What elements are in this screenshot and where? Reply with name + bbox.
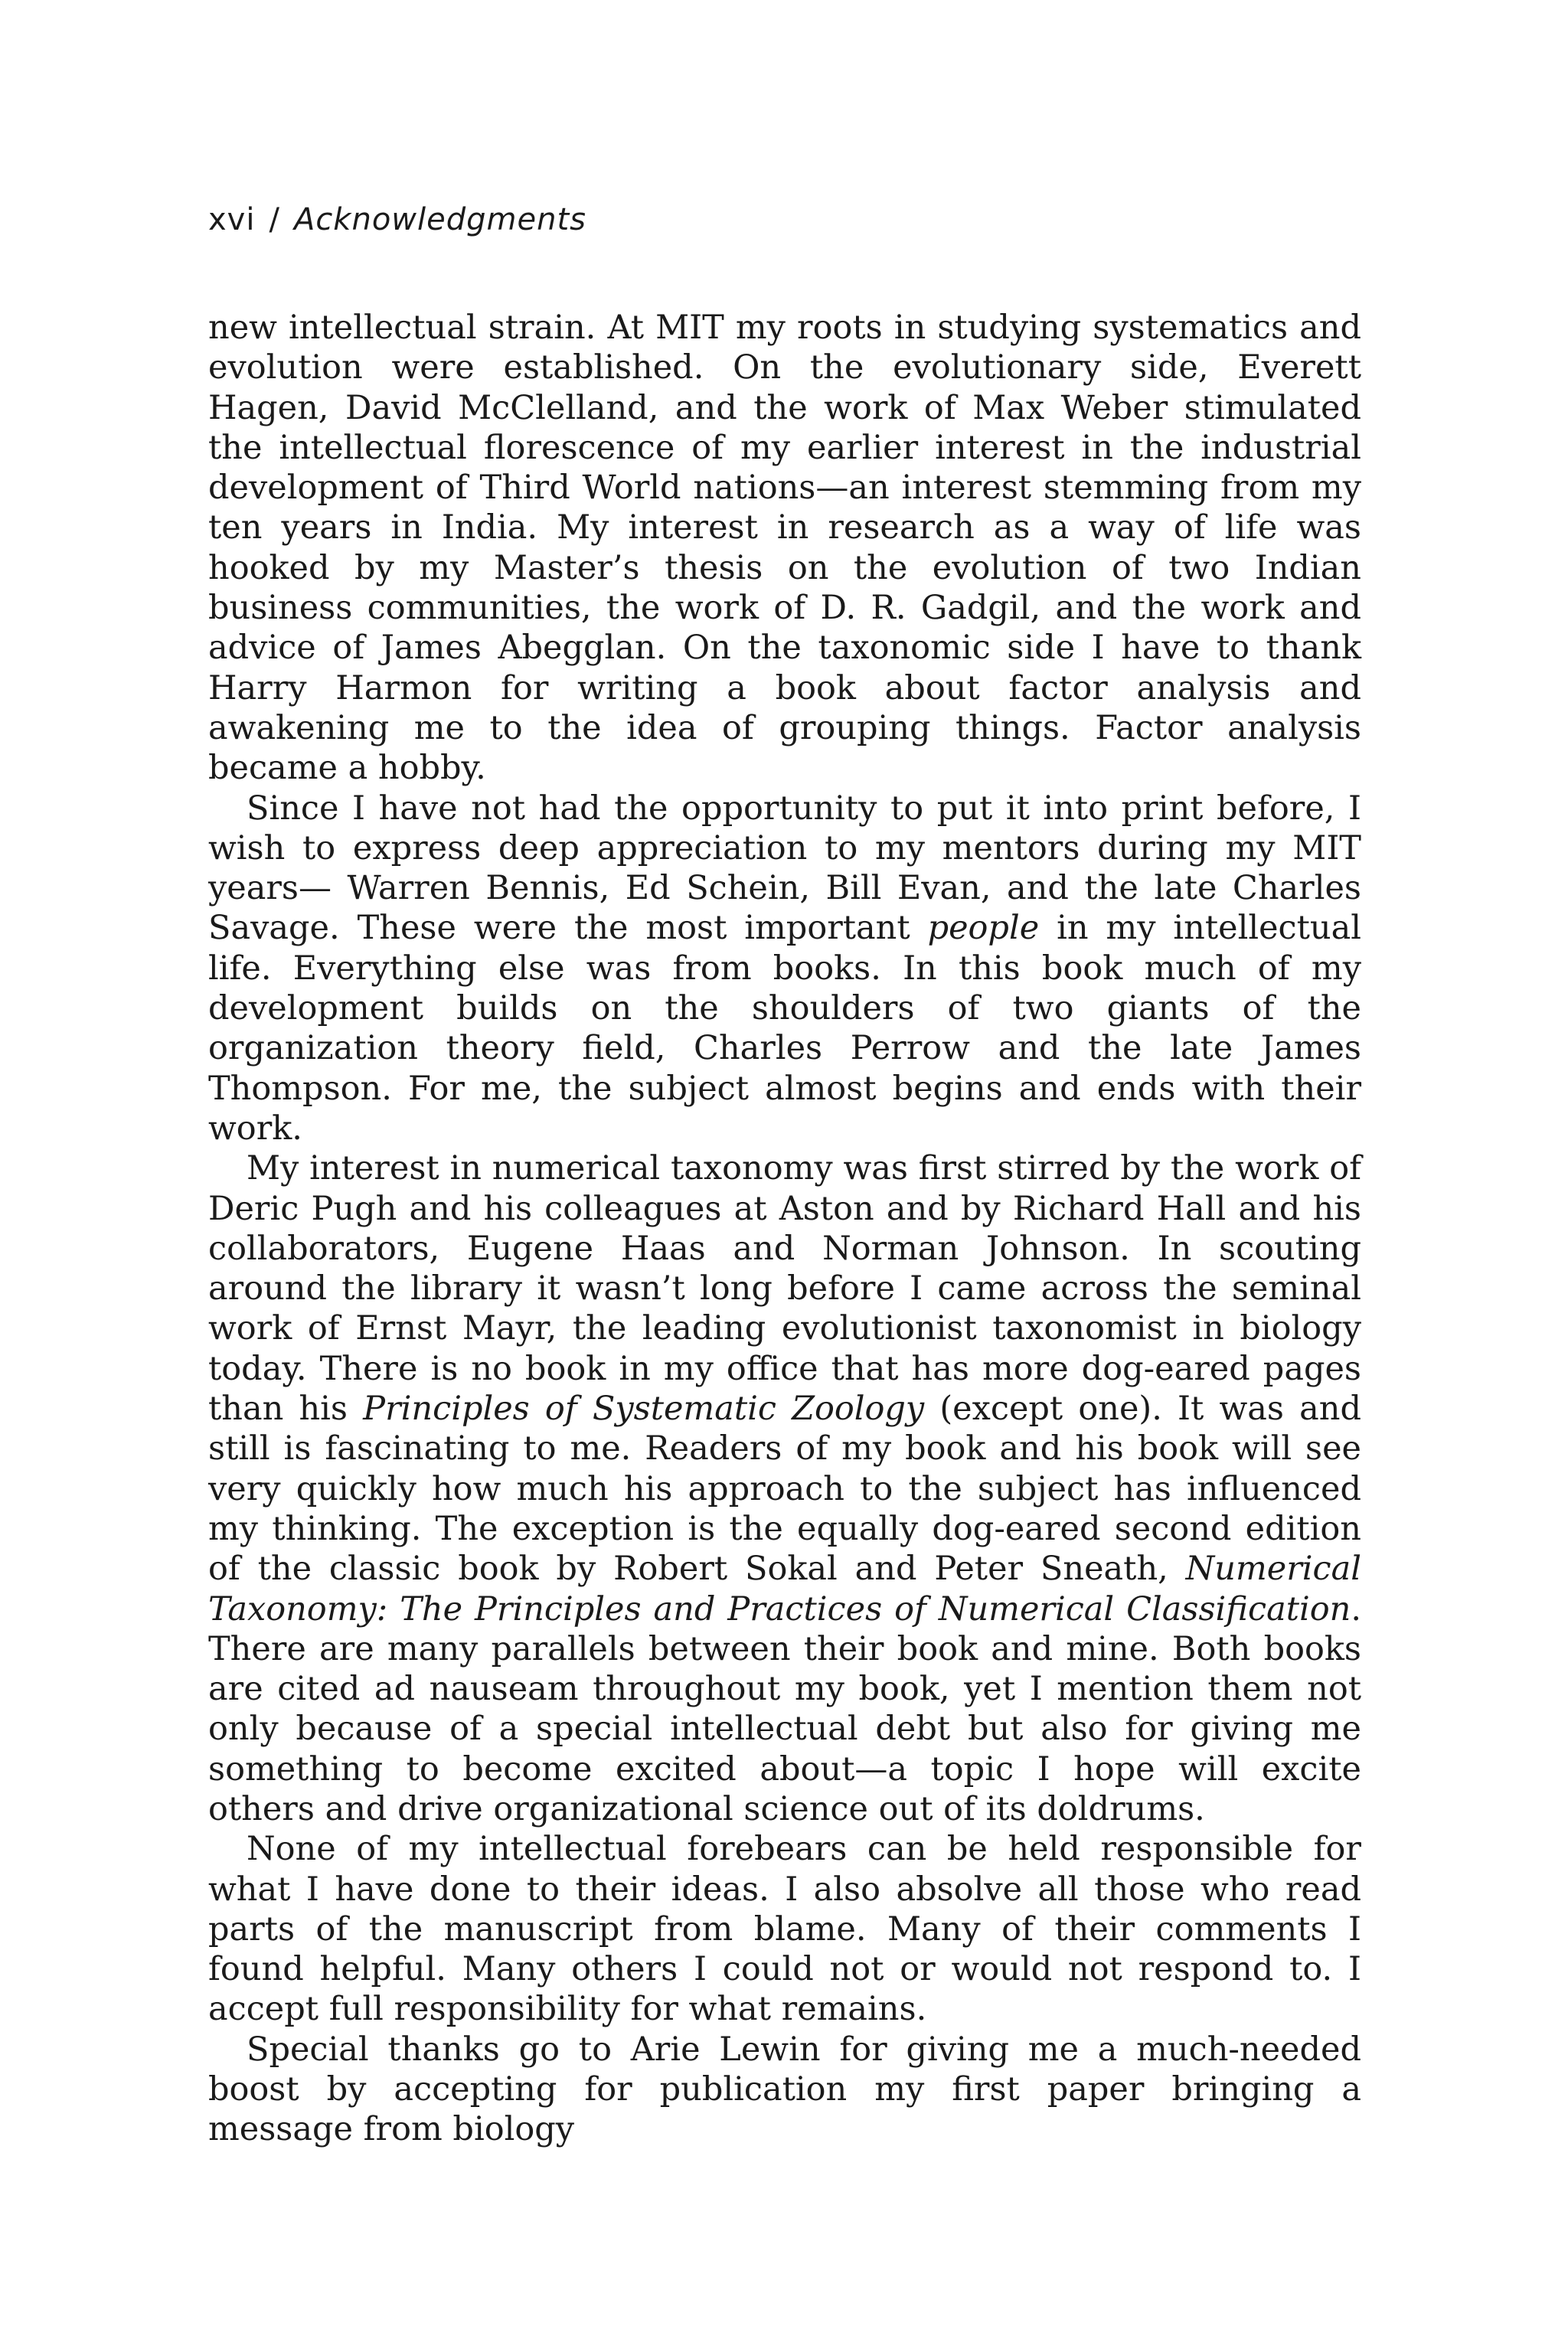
section-title: Acknowledgments [293,202,586,237]
book-title-sokal-sneath: Numerical Taxonomy: The Principles and Practices of Numerical Classification [208,1550,1361,1628]
text-segment: . There are many parallels between their book and mine. Both books are cited ad nauseam throughout my book, yet I mention them not only because of a special intellectual debt but also for giving me something to become excited about—a topic I hope will excite others and drive organizational science out of its doldrums. [208,1589,1361,1828]
book-title-mayr: Principles of Systematic Zoology [363,1390,925,1429]
running-head [208,202,586,237]
body-text [208,308,1361,2150]
text-segment: in my intellectual life. Everything else was from books. In this book much of my development builds on the shoulders of two giants of the organization theory field, Charles Perrow and the late James Thompson. For me, the subject almost begins and ends with their work. [208,909,1361,1148]
italic-text: people [927,909,1040,948]
text-segment: Special thanks go to Arie Lewin for giving me a much-needed boost by accepting for publication my first paper bringing a message from biology [208,2030,1361,2149]
text-segment: My interest in numerical taxonomy was first stirred by the work of Deric Pugh and his colleagues at Aston and by Richard Hall and his collaborators, Eugene Haas and Norman Johnson. In scouting around the library it wasn’t long before I came across the seminal work of Ernst Mayr, the leading evolutionist taxonomist in biology today. There is no book in my office that has more dog-eared pages than his [208,1149,1361,1429]
paragraph-2 [208,789,1361,1149]
paragraph-3 [208,1148,1361,1829]
text-segment: (except one). It was and still is fascinating to me. Readers of my book and his book will see very quickly how much his approach to the subject has influenced my thinking. The exception is the equally dog-eared second edition of the classic book by Robert Sokal and Peter Sneath, [208,1390,1361,1589]
text-segment: Since I have not had the opportunity to put it into print before, I wish to express deep appreciation to my mentors during my MIT years— Warren Bennis, Ed Schein, Bill Evan, and the late Charles Savage. These were the most important [208,789,1361,948]
paragraph-5 [208,2030,1361,2150]
page-number: xvi [208,202,256,237]
text-segment: None of my intellectual forebears can be held responsible for what I have done to their ideas. I also absolve all those who read parts of the manuscript from blame. Many of their comments I found helpful. Many others I could not or would not respond to. I accept full responsibility for what remains. [208,1830,1361,2029]
paragraph-1 [208,308,1361,789]
text-segment: new intellectual strain. At MIT my roots in studying systematics and evolution were established. On the evolutionary side, Everett Hagen, David McClelland, and the work of Max Weber stimulated the intellectual florescence of my earlier interest in the industrial development of Third World nations—an interest stemming from my ten years in India. My interest in research as a way of life was hooked by my Master’s thesis on the evolution of two Indian business communities, the work of D. R. Gadgil, and the work and advice of James Abegglan. On the taxonomic side I have to thank Harry Harmon for writing a book about factor analysis and awakening me to the idea of grouping things. Factor analysis became a hobby. [208,309,1361,788]
paragraph-4 [208,1829,1361,2029]
header-separator: / [269,202,280,237]
